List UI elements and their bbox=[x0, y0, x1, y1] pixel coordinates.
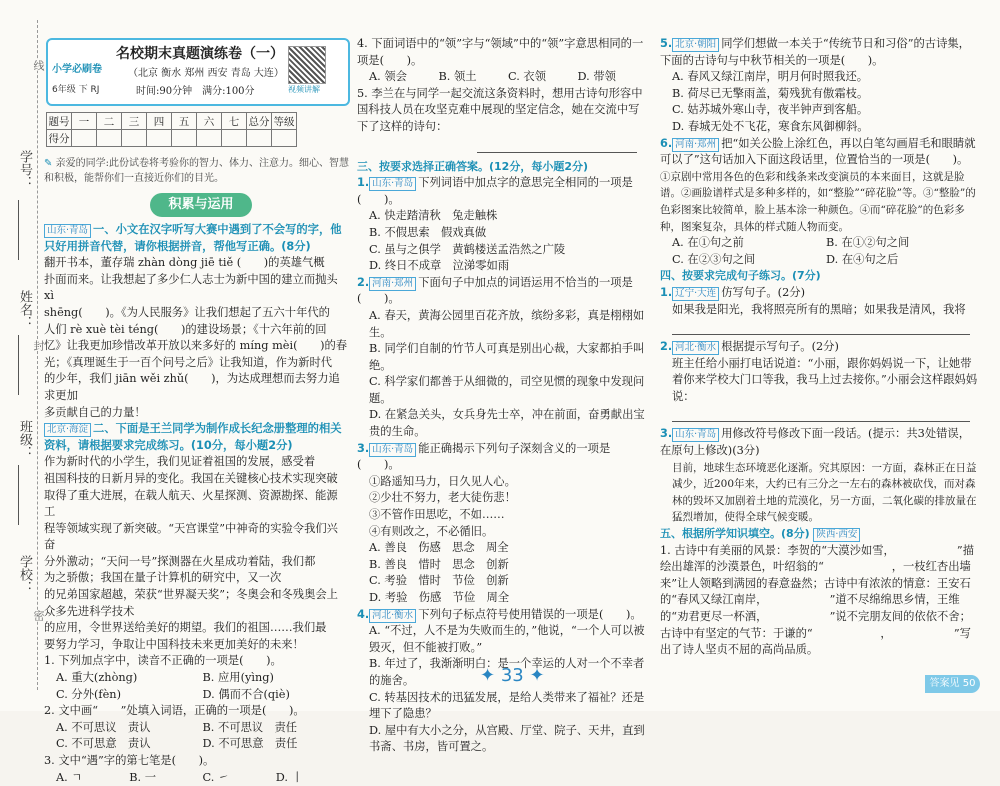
s5-q1: 1. 古诗中有美丽的风景：李贺的“大漠沙如雪， ”描绘出雄浑的沙漠景色，叶绍翁的“ ，一枝红杏出墙来”让人领略到满园的春意盎然；古诗中有浓浓的情意：王安石的“春风又绿江南岸， ”道不尽绵绵思乡情，王维的“劝君更尽一杯酒， ”说不完朋友间的依依不舍；古诗中有坚定的气节：于谦的“ ， ”写出了诗人坚贞不屈的高尚品质。 bbox=[660, 543, 974, 657]
pencil-icon: ✎ bbox=[44, 158, 53, 169]
q2-line-3: 取得了重大进展，在载人航天、火星探测、资源勘探、能源工 bbox=[44, 488, 338, 519]
score-cell-row2-7[interactable] bbox=[222, 130, 247, 147]
s3-q1-option-3: C. 虽与之俱学 黄鹤楼送孟浩然之广陵 bbox=[369, 242, 566, 256]
s4-q3-text: 目前，地球生态环境恶化逐渐。究其原因：一方面，森林正在日益减少，近200年来，大约已有三分之一左右的森林被砍伐，而对森林的毁坏又加剧着土地的荒漠化，另一方面，二氧化碳的排放量在猛烈增加，使得全球气候变暖。 bbox=[672, 461, 977, 524]
q2-2: 2. 文中画“ ”处填入词语，正确的一项是( )。 bbox=[44, 704, 305, 718]
exam-title: 名校期末真题演练卷（一） bbox=[116, 46, 284, 62]
video-label: 视频讲解 bbox=[288, 85, 320, 94]
q1-line-5: 忆》让我更加珍惜改革开放以来多好的 míng mèi( )的春 bbox=[44, 339, 348, 353]
s3-q2-option-2: B. 同学们自制的竹节人可真是别出心裁，大家都拍手叫绝。 bbox=[369, 342, 645, 372]
q2-3-option-4: D. 丨 bbox=[275, 770, 303, 784]
s3-q3-option-1: A. 善良 伤感 思念 周全 bbox=[369, 541, 509, 555]
q2-passage bbox=[44, 454, 349, 653]
name-line bbox=[18, 335, 19, 395]
score-cell-row1-3: 三 bbox=[122, 113, 147, 130]
q2-1-option-3: C. 分外(fèn) bbox=[56, 687, 121, 701]
score-cell-row1-8: 总分 bbox=[247, 113, 272, 130]
binding-margin bbox=[0, 0, 45, 711]
s3-q2-option-4: D. 在紧急关头，女兵身先士卒，冲在前面，奋勇献出宝贵的生命。 bbox=[369, 408, 645, 439]
score-cell-row2-3[interactable] bbox=[122, 130, 147, 147]
q2-line-8: 的应用，令世界送给美好的期望。我们的祖国……我们最 bbox=[44, 621, 327, 635]
q1-passage bbox=[44, 255, 349, 421]
class-line bbox=[18, 465, 19, 525]
q2-2-option-2: B. 不可思议 责任 bbox=[202, 720, 298, 734]
s3-q2-option-3: C. 科学家们都善于从细微的，司空见惯的现象中发现问题。 bbox=[369, 375, 645, 405]
intro-text: ✎ 亲爱的同学:此份试卷将考验你的智力、体力、注意力。细心、智慧和积极，能帮你们一直接近你们的目光。 bbox=[44, 158, 349, 184]
q2-2-option-1: A. 不可思议 责认 bbox=[56, 720, 151, 734]
seal-line-mark: 线 bbox=[32, 60, 45, 71]
s3-q4-option-2: B. 年过了，我渐渐明白：是一个幸运的人对一个不幸者的施舍。 bbox=[369, 657, 645, 687]
q2-3: 3. 文中“遇”字的第七笔是( )。 bbox=[44, 754, 215, 767]
score-table bbox=[46, 112, 297, 147]
s3-q3-option-2: B. 善良 惜时 思念 创新 bbox=[369, 557, 509, 571]
section-4-head: 四、按要求完成句子练习。(7分) bbox=[660, 269, 821, 283]
q1-line-4: 人们 rè xuè tèi téng( )的建设场景；《十六年前的回 bbox=[44, 322, 327, 336]
q1-head: 山东·青岛 一、小文在汉字听写大赛中遇到了不会写的字，他只好用拼音代替，请你根据拼音，帮他写正确。(8分) bbox=[44, 223, 342, 253]
class-label: 班级： bbox=[17, 420, 32, 459]
q2-line-7: 的兄弟国家超越，荣获“世界凝天奖”；冬奥会和冬残奥会上众多先进科学技术 bbox=[44, 588, 338, 618]
answer-tab: 答案见 50 bbox=[925, 675, 980, 693]
q1-line-7: 的少年，我们 jiān wěi zhǔ( )，为达成理想而去努力追求更加 bbox=[44, 372, 340, 402]
s3-q6-text: ①京剧中常用各色的色彩和线条来改变演员的本来面目，这就是脸谱。②画脸谱样式是多种多样的，如“整脸”“碎花脸”等。③“整脸”的色彩图案比较简单，脸上基本涂一种颜色。④而“碎花脸”的色彩多种，图案复杂，具体的样式随人物而变。 bbox=[660, 170, 976, 233]
s4-q2-text: 班主任给小丽打电话说道：“小丽，跟你妈妈说一下，让她带着你来学校大门口等我，我马上过去接你。”小丽会这样跟妈妈说： bbox=[672, 356, 978, 403]
s3-q4: 4. 河北·衡水 下列句子标点符号使用错误的一项是( )。 bbox=[357, 607, 642, 621]
s3-q2-option-1: A. 春天，黄海公园里百花齐放，缤纷多彩，真是栩栩如生。 bbox=[369, 308, 645, 339]
score-cell-row1-4: 四 bbox=[147, 113, 172, 130]
page-number: ✦ 33 ✦ bbox=[480, 665, 545, 686]
s3-q1-options bbox=[357, 208, 647, 274]
q5-answer-line bbox=[477, 136, 637, 153]
qr-code-icon bbox=[288, 46, 326, 84]
score-cell-row2-6[interactable] bbox=[197, 130, 222, 147]
q2-line-9: 要努力学习，争取让中国科技未来更加美好的未来！ bbox=[44, 637, 304, 651]
q2-line-1: 作为新时代的小学生，我们见证着祖国的发展，感受着 bbox=[44, 455, 316, 469]
score-cell-row1-5: 五 bbox=[172, 113, 197, 130]
q1-line-1: 翻开书本，董存瑞 zhàn dòng jiē tiě ( )的英雄气概 bbox=[44, 256, 325, 270]
s3-q3-item-3: ③不管作田思吃，不如…… bbox=[369, 508, 505, 522]
q2-1-option-4: D. 偶而不合(qiè) bbox=[202, 687, 290, 701]
grade-label: 6年级 下 RJ bbox=[52, 85, 100, 95]
s3-q5-option-4: D. 春城无处不飞花，寒食东风御柳斜。 bbox=[672, 119, 869, 133]
s3-q6-option-4: D. 在④句之后 bbox=[826, 252, 899, 266]
school-label: 学校： bbox=[17, 555, 32, 594]
q2-line-4: 程等领域实现了新突破。“天宫课堂”中神奇的实验令我们兴奋 bbox=[44, 521, 338, 552]
s4-q2: 2. 河北·衡水 根据提示写句子。(2分) bbox=[660, 340, 839, 354]
name-label: 姓名： bbox=[17, 290, 32, 329]
s3-q3: 3. 山东·青岛 能正确揭示下列句子深刻含义的一项是( )。 bbox=[357, 441, 611, 472]
s3-q2: 2. 河南·郑州 下面句子中加点的词语运用不恰当的一项是( )。 bbox=[357, 275, 633, 306]
q2-head: 北京·海淀 二、下面是王兰同学为制作成长纪念册整理的相关资料，请根据要求完成练习。(10分，每小题2分) bbox=[44, 422, 342, 452]
seal-mark: 封 bbox=[32, 340, 45, 351]
s4-q1-text: 如果我是阳光，我将照亮所有的黑暗；如果我是清风，我将 bbox=[672, 302, 966, 316]
s4-q3: 3. 山东·青岛 用修改符号修改下面一段话。(提示：共3处错误，在原句上修改)(3分) bbox=[660, 427, 971, 458]
s3-q5-option-2: B. 荷尽已无擎雨盖，菊残犹有傲霜枝。 bbox=[672, 86, 869, 100]
s3-q6-option-2: B. 在①②句之间 bbox=[826, 236, 910, 250]
score-cell-row2-2[interactable] bbox=[97, 130, 122, 147]
q2-1-option-1: A. 重大(zhòng) bbox=[56, 671, 138, 685]
s4-q1: 1. 辽宁·大连 仿写句子。(2分) bbox=[660, 285, 805, 299]
score-cell-row2-9[interactable] bbox=[272, 130, 297, 147]
s3-q3-item-4: ④有则改之，不必循旧。 bbox=[369, 524, 494, 538]
q2-1-options bbox=[44, 670, 349, 703]
score-cell-row2-4[interactable] bbox=[147, 130, 172, 147]
q2-1-option-2: B. 应用(yìng) bbox=[202, 671, 274, 685]
s3-q3-item-2: ②少壮不努力，老大徒伤悲！ bbox=[369, 491, 516, 505]
q2-2-option-4: D. 不可思意 责任 bbox=[202, 737, 298, 751]
column-3 bbox=[660, 36, 980, 659]
s3-q6-options bbox=[660, 235, 980, 268]
q2-3-option-3: C. ㇀ bbox=[202, 770, 230, 784]
q4-options bbox=[357, 69, 647, 86]
secret-mark: 密 bbox=[32, 610, 45, 621]
score-cell-row2-8[interactable] bbox=[247, 130, 272, 147]
s3-q5: 5. 北京·朝阳 同学们想做一本关于“传统节日和习俗”的古诗集，下面的古诗句与中秋节相关的一项是( )。 bbox=[660, 37, 970, 67]
q5: 5. 李兰在与同学一起交流这条资料时，想用古诗句形容中国科技人员在攻坚克难中展现的坚定信念，她在交流中写下了这样的诗句： bbox=[357, 86, 643, 133]
s3-q3-items bbox=[357, 474, 647, 540]
score-cell-row1-6: 六 bbox=[197, 113, 222, 130]
section-5-head: 五、根据所学知识填空。(8分) 陕西·西安 bbox=[660, 526, 980, 543]
s3-q6-option-1: A. 在①句之前 bbox=[672, 236, 744, 250]
score-cell-row2-0: 得分 bbox=[47, 130, 72, 147]
q1-line-6: 光；《真理诞生于一百个问号之后》让我知道，作为新时代 bbox=[44, 355, 333, 369]
cut-line bbox=[37, 20, 38, 690]
exam-cities: （北京 衡水 郑州 西安 青岛 大连） bbox=[128, 68, 284, 79]
q4-option-3: C. 衣领 bbox=[508, 70, 547, 84]
score-cell-row1-0: 题号 bbox=[47, 113, 72, 130]
s4-q1-line bbox=[672, 318, 970, 335]
q2-2-option-3: C. 不可思意 责认 bbox=[56, 737, 151, 751]
s3-q1-option-2: B. 不假思索 假戏真做 bbox=[369, 225, 487, 239]
student-id-line bbox=[18, 200, 19, 260]
q2-3-options bbox=[44, 770, 349, 786]
s3-q4-option-3: C. 转基因技术的迅猛发展，是给人类带来了福祉？还是埋下了隐患？ bbox=[369, 690, 645, 721]
s3-q1: 1. 山东·青岛 下列词语中加点字的意思完全相同的一项是( )。 bbox=[357, 176, 633, 206]
s3-q3-option-4: D. 考验 伤感 节俭 周全 bbox=[369, 591, 510, 604]
s3-q5-options bbox=[660, 69, 980, 135]
exam-time: 时间:90分钟 满分:100分 bbox=[136, 86, 255, 97]
score-cell-row1-7: 七 bbox=[222, 113, 247, 130]
s3-q3-item-1: ①路遥知马力，日久见人心。 bbox=[369, 474, 516, 488]
s3-q1-option-4: D. 终日不成章 泣涕零如雨 bbox=[369, 259, 510, 273]
score-cell-row1-1: 一 bbox=[72, 113, 97, 130]
score-cell-row2-5[interactable] bbox=[172, 130, 197, 147]
q1-line-3: shēng( )。《为人民服务》让我们想起了五六十年代的 bbox=[44, 305, 330, 319]
s3-q5-option-1: A. 春风又绿江南岸，明月何时照我还。 bbox=[672, 70, 869, 84]
q2-line-2: 祖国科技的日新月异的变化。我国在关键核心技术实现突破 bbox=[44, 471, 338, 485]
q1-line-2: 扑面而来。让我想起了多少仁人志士为新中国的建立而抛头 xì bbox=[44, 272, 338, 303]
title-box bbox=[46, 38, 350, 106]
s3-q4-option-1: A. “不过，人不是为失败而生的，”他说，“一个人可以被毁灭，但不能被打败。” bbox=[369, 624, 645, 654]
s3-q3-option-3: C. 考验 惜时 节俭 创新 bbox=[369, 574, 509, 588]
s3-q2-options bbox=[357, 308, 647, 441]
score-cell-row1-2: 二 bbox=[97, 113, 122, 130]
q2-line-5: 分外激动；“天问一号”探测器在火星成功着陆，我们都 bbox=[44, 554, 316, 568]
q1-line-8: 多贡献自己的力量！ bbox=[44, 405, 146, 419]
q4-option-4: D. 带领 bbox=[577, 70, 616, 84]
q2-3-option-1: A. ㄱ bbox=[56, 770, 83, 784]
s3-q6: 6. 河南·郑州 把“如关公脸上涂红色，再以白笔勾画眉毛和眼睛就可以了”这句话加入下面这段话里，位置恰当的一项是( )。 bbox=[660, 136, 976, 167]
q4-option-2: B. 领土 bbox=[438, 70, 477, 84]
s3-q4-options bbox=[357, 623, 647, 756]
section-banner: 积累与运用 bbox=[150, 193, 252, 217]
s3-q1-option-1: A. 快走踏清秋 兔走触株 bbox=[369, 209, 498, 223]
s3-q6-option-3: C. 在②③句之间 bbox=[672, 252, 756, 266]
score-cell-row2-1[interactable] bbox=[72, 130, 97, 147]
s3-q4-option-4: D. 屋中有大小之分，从宫殿、厅堂、院子、天井，直到书斋、书房，皆可置之。 bbox=[369, 723, 645, 754]
q2-2-options bbox=[44, 720, 349, 753]
section-3-head: 三、按要求选择正确答案。(12分，每小题2分) bbox=[357, 159, 589, 173]
q4-option-1: A. 领会 bbox=[369, 70, 407, 84]
column-2 bbox=[357, 36, 647, 756]
brand-label: 小学必刷卷 bbox=[52, 64, 102, 75]
column-1 bbox=[44, 222, 349, 786]
q2-1: 1. 下列加点字中，读音不正确的一项是( )。 bbox=[44, 654, 282, 668]
q2-line-6: 为之骄傲；我国在量子计算机的研究中，又一次 bbox=[44, 571, 282, 585]
s3-q3-options bbox=[357, 540, 647, 606]
student-id-label: 学号： bbox=[17, 150, 32, 189]
score-cell-row1-9: 等级 bbox=[272, 113, 297, 130]
q2-3-option-2: B. 一 bbox=[129, 770, 157, 784]
s3-q5-option-3: C. 姑苏城外寒山寺，夜半钟声到客船。 bbox=[672, 103, 869, 117]
s4-q2-line bbox=[672, 405, 970, 422]
q4: 4. 下面词语中的“领”字与“领域”中的“领”字意思相同的一项是( )。 bbox=[357, 37, 644, 67]
